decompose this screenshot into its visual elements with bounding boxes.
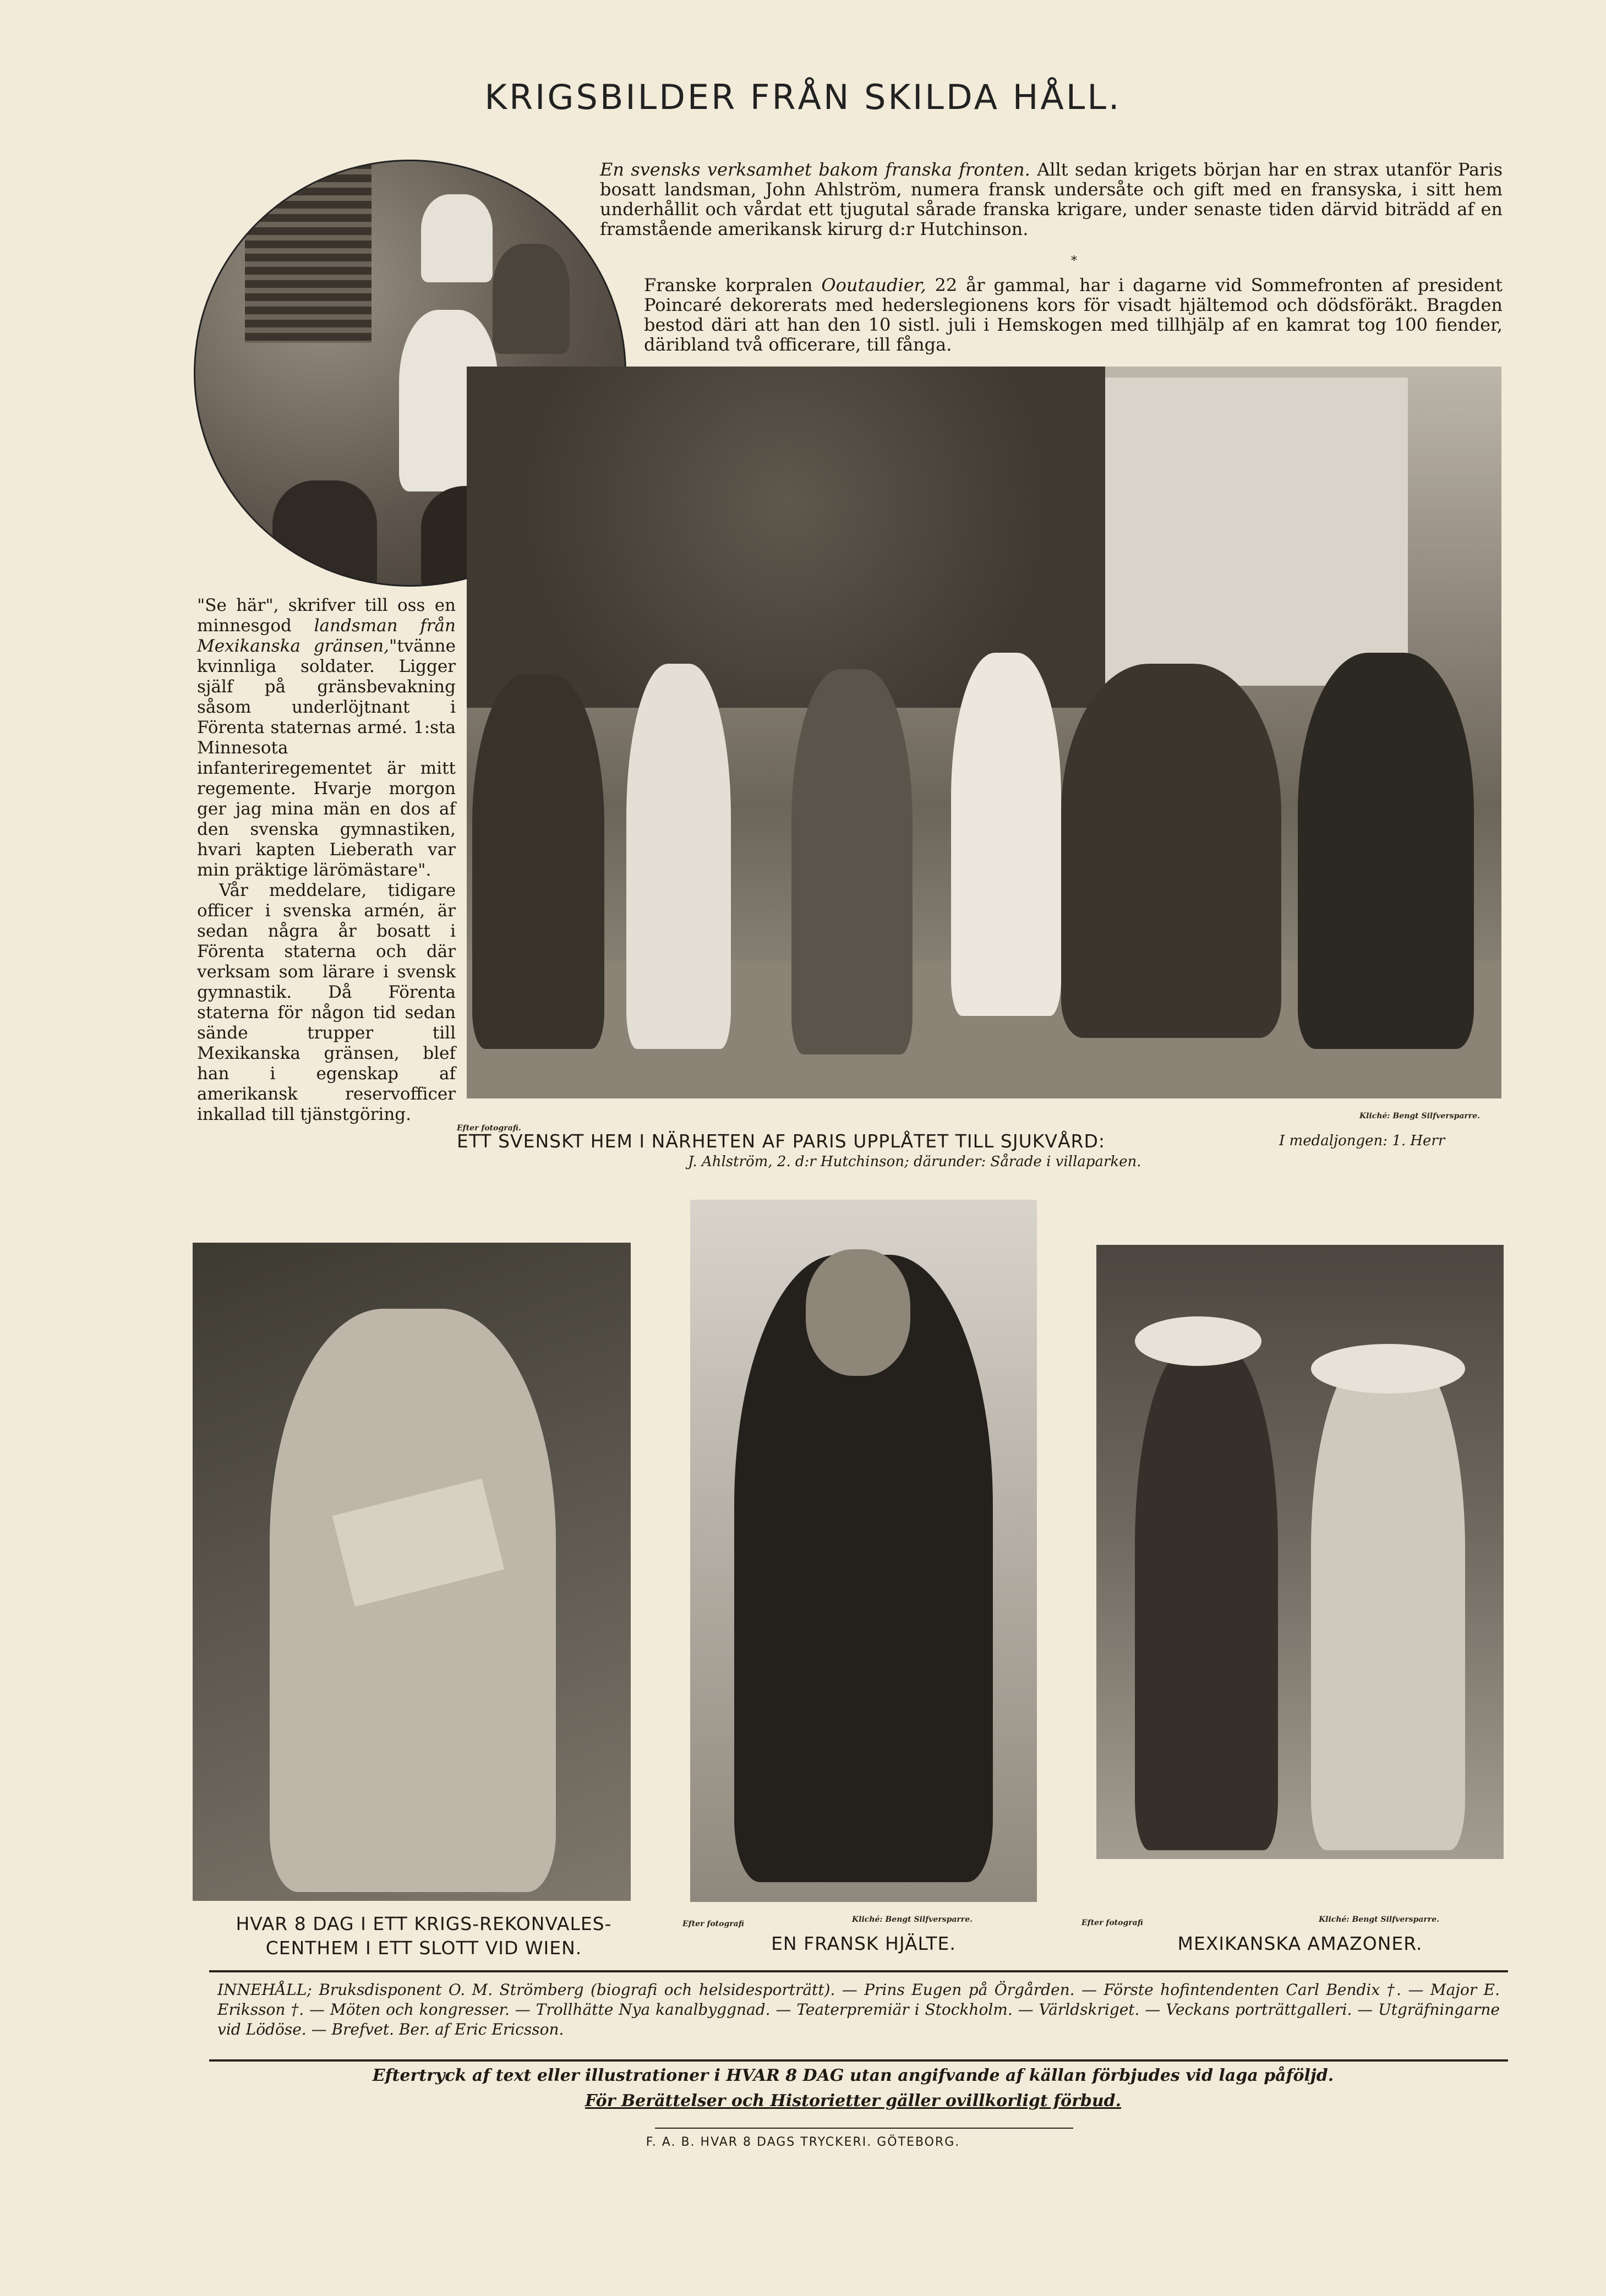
villa-park-photo: [467, 367, 1501, 1098]
vienna-convalescent-photo: [193, 1243, 631, 1901]
main-photo-credit-right: Kliché: Bengt Silfversparre.: [1359, 1112, 1480, 1120]
article-mexican-border-p1-italic: landsman från Mexikanska gränsen,: [197, 616, 456, 656]
mexican-amazons-credit-left: Efter fotografi: [1081, 1918, 1143, 1927]
page-title: KRIGSBILDER FRÅN SKILDA HÅLL.: [484, 77, 1122, 117]
article-swedish-activity-body: Allt sedan krigets början har en strax utanför Paris bosatt landsman, John Ahlström, numera fransk undersåte och gift med en fransyska, i sitt hem underhållit och vårdat ett tjugutal sårade franska krigare, under senaste tiden därvid biträdd af en framstående amerikansk kirurg d:r Hutchinson.: [600, 159, 1503, 239]
vienna-photo-caption-line1: HVAR 8 DAG I ETT KRIGS-REKONVALES-: [236, 1913, 612, 1934]
reprint-notice: Eftertryck af text eller illustrationer i HVAR 8 DAG utan angifvande af källan förbjudes vid laga påföljd.: [372, 2066, 1334, 2085]
article-swedish-activity: [600, 160, 1503, 239]
mexican-amazons-photo: [1096, 1245, 1504, 1859]
main-photo-caption: ETT SVENSKT HEM I NÄRHETEN AF PARIS UPPLÅTET TILL SJUKVÅRD:: [457, 1130, 1106, 1152]
main-photo-caption-italic-1: I medaljongen: 1. Herr: [1279, 1133, 1445, 1149]
article-french-corporal-pre: Franske korpralen: [644, 275, 822, 296]
corporal-name: Ooutaudier,: [821, 275, 926, 296]
footer-rule-top: [209, 1970, 1508, 1972]
mexican-amazons-credit-right: Kliché: Bengt Silfversparre.: [1319, 1915, 1439, 1924]
article-swedish-activity-lead: En svensks verksamhet bakom franska fronten.: [600, 159, 1030, 180]
article-mexican-border-p1-post: "tvänne kvinnliga soldater. Ligger själf på gränsbevakning såsom underlöjtnant i Förenta staternas armé. 1:sta Minnesota infanteriregementet är mitt regemente. Hvarje morgon ger jag mina män en dos af den svenska gymnastiken, hvari kapten Lieberath var min präktige lärömästare".: [197, 636, 456, 880]
separator-star: *: [1071, 254, 1077, 268]
article-mexican-border-p1-pre: "Se här", skrifver till oss en minnesgod: [197, 595, 456, 636]
french-hero-credit-right: Kliché: Bengt Silfversparre.: [852, 1915, 973, 1924]
french-hero-caption: EN FRANSK HJÄLTE.: [771, 1933, 956, 1954]
mexican-amazons-caption: MEXIKANSKA AMAZONER.: [1177, 1933, 1423, 1954]
printer-credit: F. A. B. HVAR 8 DAGS TRYCKERI. GÖTEBORG.: [646, 2135, 960, 2149]
article-mexican-border: [197, 595, 456, 1125]
french-hero-credit-left: Efter fotografi: [682, 1920, 744, 1928]
footer-rule-bottom: [209, 2059, 1508, 2062]
article-french-corporal-body: 22 år gammal, har i dagarne vid Sommefronten af president Poincaré dekorerats med hederslegionens kors för visadt hjältemod och dödsföräkt. Bragden bestod däri att han den 10 sistl. juli i Hemskogen med tillhjälp af en kamrat tog 100 fiender, däribland två officerare, till fånga.: [644, 275, 1503, 355]
main-photo-caption-italic-2: J. Ahlström, 2. d:r Hutchinson; därunder: Sårade i villaparken.: [688, 1154, 1141, 1170]
reprint-notice-stories: För Berättelser och Historietter gäller ovillkorligt förbud.: [585, 2091, 1122, 2111]
main-photo-credit-left: Efter fotografi.: [457, 1124, 521, 1133]
printer-rule: [655, 2128, 1073, 2129]
article-mexican-border-p2: Vår meddelare, tidigare officer i svenska armén, är sedan några år bosatt i Förenta staterna och där verksam som lärare i svensk gymnastik. Då Förenta staterna för någon tid sedan sände trupper till Mexikanska gränsen, blef han i egenskap af amerikansk reservofficer inkallad till tjänstgöring.: [197, 881, 456, 1124]
contents-list: INNEHÅLL; Bruksdisponent O. M. Strömberg (biografi och helsidesporträtt). — Prins Eugen på Örgården. — Förste hofintendenten Carl Bendix †. — Major E. Eriksson †. — Möten och kongresser. — Trollhätte Nya kanalbyggnad. — Teaterpremiär i Stockholm. — Världskriget. — Veckans porträttgalleri. — Utgräfningarne vid Lödöse. — Brefvet. Ber. af Eric Ericsson.: [217, 1981, 1500, 2038]
french-hero-photo: [690, 1200, 1037, 1902]
vienna-photo-caption-line2: CENTHEM I ETT SLOTT VID WIEN.: [265, 1937, 582, 1959]
article-french-corporal: [644, 275, 1503, 354]
